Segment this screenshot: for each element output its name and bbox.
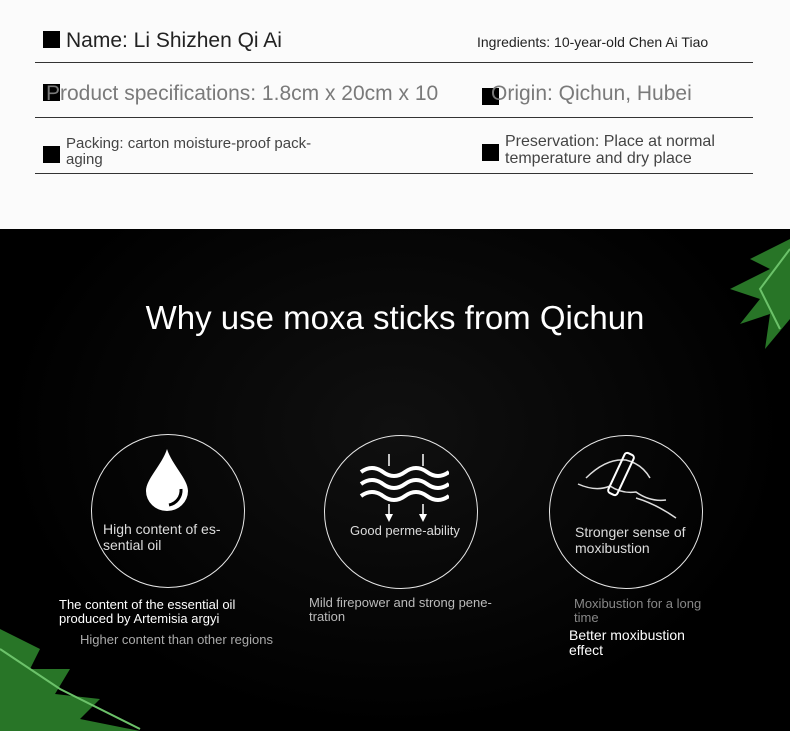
bullet-square-icon — [482, 144, 499, 161]
permeability-waves-icon — [359, 452, 449, 526]
spec-row-1 — [35, 0, 753, 63]
feature-permeability-circle — [324, 435, 478, 589]
ingredients-item — [477, 34, 708, 50]
leaf-top-right-icon — [690, 229, 790, 359]
bullet-square-icon — [43, 146, 60, 163]
packing-text: Packing: carton moisture-proof pack-aging — [66, 135, 312, 168]
spec-row-2 — [35, 62, 753, 118]
section-heading: Why use moxa sticks from Qichun — [145, 299, 645, 336]
oil-drop-icon — [142, 447, 192, 511]
moxa-stick-hand-icon — [576, 448, 686, 524]
feature-moxibustion-label: Stronger sense of moxibustion — [575, 524, 686, 557]
benefits-section — [0, 229, 790, 731]
preservation-item — [482, 134, 732, 168]
feature-moxibustion-subcaption: Moxibustion for a long time — [574, 596, 702, 625]
spec-row-3 — [35, 117, 753, 174]
ingredients-text: Ingredients: 10-year-old Chen Ai Tiao — [477, 34, 709, 50]
feature-permeability-caption: Mild firepower and strong pene-tration — [309, 595, 492, 624]
origin-item — [482, 82, 692, 106]
product-specs-panel — [0, 0, 790, 229]
feature-moxibustion-caption: Better moxibustion effect — [569, 627, 685, 658]
bullet-square-icon — [43, 31, 60, 48]
feature-oil-subcaption: Higher content than other regions — [80, 632, 273, 647]
leaf-bottom-left-icon — [0, 609, 170, 731]
feature-moxibustion-circle — [549, 435, 703, 589]
specifications-item — [43, 82, 438, 106]
origin-text: Origin: Qichun, Hubei — [491, 82, 692, 105]
feature-permeability-label: Good perme-ability — [350, 523, 460, 538]
feature-oil-caption: The content of the essential oil produced by Artemisia argyi — [59, 597, 236, 626]
feature-oil-circle — [91, 434, 245, 588]
feature-oil-label: High content of es-sential oil — [103, 521, 221, 554]
name-text: Name: Li Shizhen Qi Ai — [66, 29, 282, 52]
packing-item — [43, 136, 343, 168]
name-item — [43, 29, 282, 53]
specifications-text: Product specifications: 1.8cm x 20cm x 10 — [46, 82, 439, 105]
preservation-text: Preservation: Place at normal temperature and dry place — [505, 133, 715, 167]
